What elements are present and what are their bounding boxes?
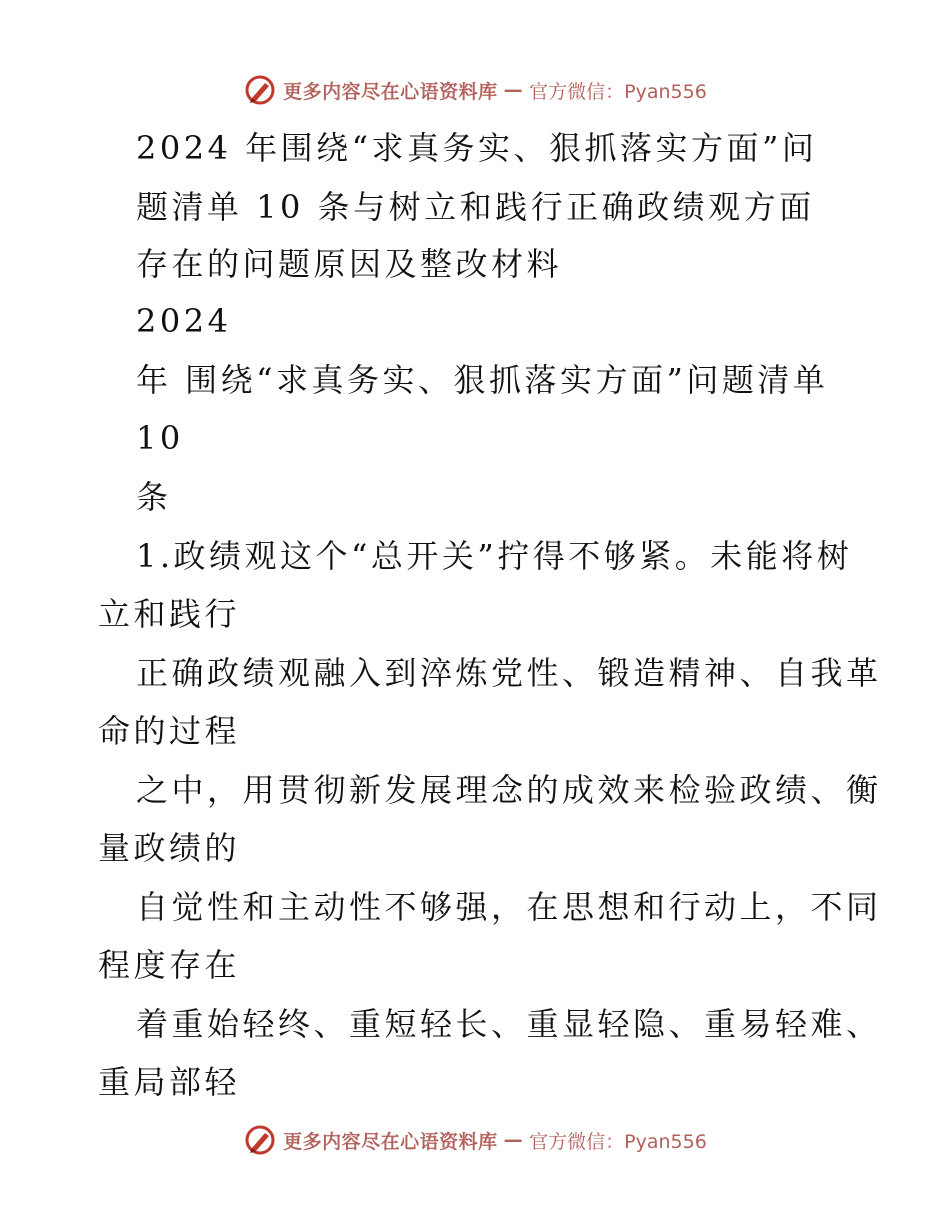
footer-banner bbox=[0, 1120, 950, 1160]
body-line: 之中，用贯彻新发展理念的成效来检验政绩、衡 bbox=[136, 771, 882, 809]
body-line: 正确政绩观融入到淬炼党性、锻造精神、自我革 bbox=[136, 654, 882, 692]
banner-title: 更多内容尽在心语资料库 bbox=[283, 1130, 498, 1153]
banner-contact: 官方微信：Pyan556 bbox=[529, 80, 707, 103]
body-line: 着重始轻终、重短轻长、重显轻隐、重易轻难、 bbox=[136, 1005, 882, 1043]
title-line-1: 2024 年围绕“求真务实、狠抓落实方面”问 bbox=[136, 129, 818, 167]
body-line: 量政绩的 bbox=[98, 829, 241, 867]
body-line: 自觉性和主动性不够强，在思想和行动上，不同 bbox=[136, 888, 882, 926]
banner-title: 更多内容尽在心语资料库 bbox=[283, 80, 498, 103]
title-line-3: 存在的问题原因及整改材料 bbox=[136, 245, 563, 283]
pen-logo-icon bbox=[243, 73, 277, 107]
body-line: 年 围绕“求真务实、狠抓落实方面”问题清单 bbox=[136, 361, 829, 399]
body-line: 条 bbox=[136, 478, 172, 516]
body-line: 命的过程 bbox=[98, 712, 241, 750]
body-line: 立和践行 bbox=[98, 595, 241, 633]
body-line: 重局部轻 bbox=[98, 1063, 241, 1101]
banner-contact: 官方微信：Pyan556 bbox=[529, 1130, 707, 1153]
banner-dash: — bbox=[503, 79, 524, 101]
body-line: 程度存在 bbox=[98, 946, 241, 984]
pen-logo-icon bbox=[243, 1123, 277, 1157]
body-line: 1.政绩观这个“总开关”拧得不够紧。未能将树 bbox=[136, 537, 853, 575]
header-banner bbox=[0, 70, 950, 110]
body-line: 2024 bbox=[136, 302, 232, 340]
body-line: 10 bbox=[136, 419, 184, 457]
banner-dash: — bbox=[503, 1129, 524, 1151]
title-line-2: 题清单 10 条与树立和践行正确政绩观方面 bbox=[136, 188, 815, 226]
